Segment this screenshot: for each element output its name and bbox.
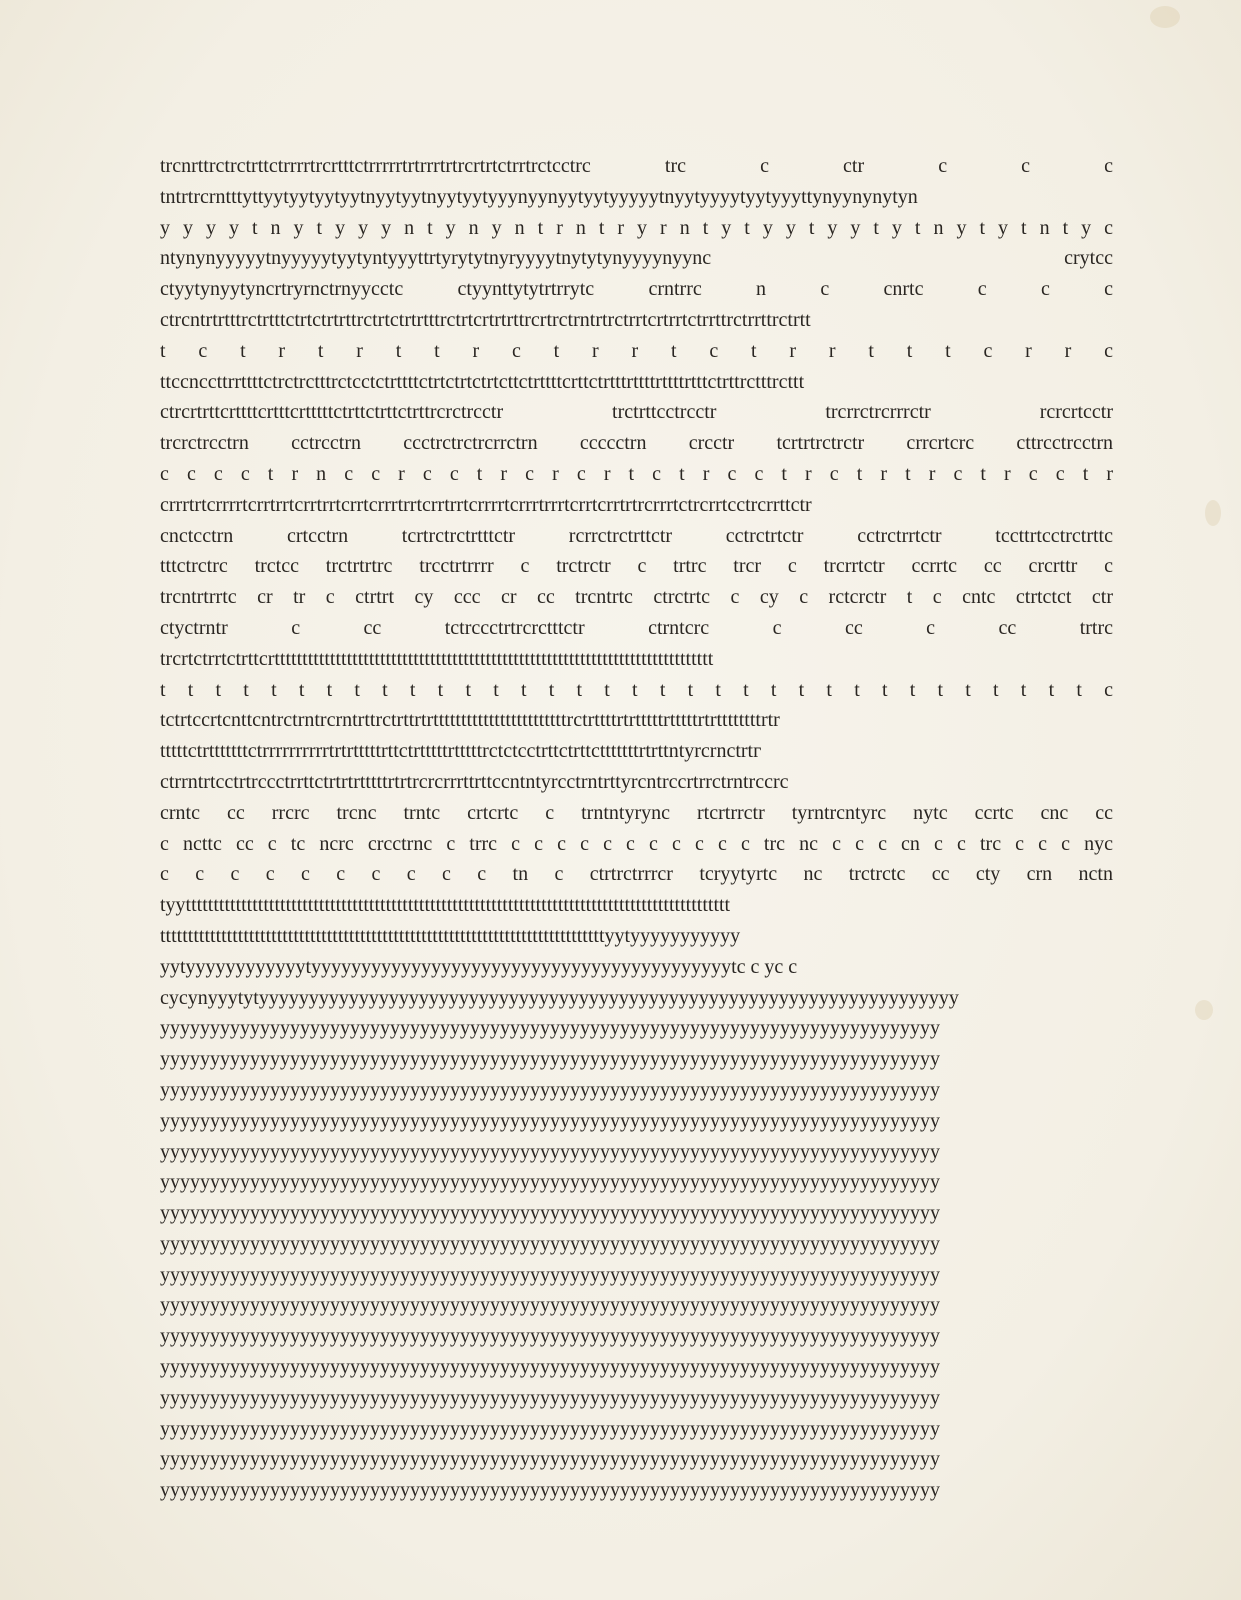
text-line: ntynynyyyyytnyyyyytyytyntyyyttrtyrytytnyryyyytnytytynyyyynyync crytcc bbox=[160, 247, 1113, 270]
text-line: yyyyyyyyyyyyyyyyyyyyyyyyyyyyyyyyyyyyyyyyyyyyyyyyyyyyyyyyyyyyyyyyyyyyyyyyyyyyyy bbox=[160, 1109, 940, 1132]
text-line: yyyyyyyyyyyyyyyyyyyyyyyyyyyyyyyyyyyyyyyyyyyyyyyyyyyyyyyyyyyyyyyyyyyyyyyyyyyyyy bbox=[160, 1263, 940, 1286]
text-line: tctrtccrtcnttcntrctrntrcrntrttrctrttrtrttttttttttttttttttttttttrctrttttrtrtttttrtttttrtrttttttttrtr bbox=[160, 709, 780, 732]
text-line: yyyyyyyyyyyyyyyyyyyyyyyyyyyyyyyyyyyyyyyyyyyyyyyyyyyyyyyyyyyyyyyyyyyyyyyyyyyyyy bbox=[160, 1356, 940, 1379]
text-line: ctrcntrtrtttrctrtttctrtctrtrttrctrtctrtrtttrctrtcrtrtrttrcrtrctrntrtrctrrtcrtrrtctrrttrctrrttrctrtt bbox=[160, 308, 811, 331]
text-line: ctrrntrtcctrtrccctrrttctrtrtrtttttrtrtrcrcrrrttrttccntntyrcctrntrttyrcntrccrtrrctrntrccrc bbox=[160, 770, 789, 793]
text-line: yyyyyyyyyyyyyyyyyyyyyyyyyyyyyyyyyyyyyyyyyyyyyyyyyyyyyyyyyyyyyyyyyyyyyyyyyyyyyy bbox=[160, 1048, 940, 1071]
text-line: ctyytynyytyncrtryrnctrnyycctc ctyynttytytrtrrytc crntrrc n c cnrtc c c c bbox=[160, 278, 1113, 301]
text-line: cycynyyytytyyyyyyyyyyyyyyyyyyyyyyyyyyyyyyyyyyyyyyyyyyyyyyyyyyyyyyyyyyyyyyyyyyyyyy bbox=[160, 986, 959, 1009]
text-line: yyyyyyyyyyyyyyyyyyyyyyyyyyyyyyyyyyyyyyyyyyyyyyyyyyyyyyyyyyyyyyyyyyyyyyyyyyyyyy bbox=[160, 1140, 940, 1163]
text-line: ttttttttttttttttttttttttttttttttttttttttttttttttttttttttttttttttttttttttttttttttyytyyyyyyyyyyy bbox=[160, 924, 741, 947]
text-line: trcnrttrctrctrttctrrrrtrcrtttctrrrrrtrtrrrtrtrcrtrtctrrtrctcctrc trc c ctr c c c bbox=[160, 155, 1113, 177]
text-line: c c c c t r n c c r c c t r c r c r t c t r c c t r c t r t r c t r c c t r bbox=[160, 462, 1113, 485]
paper-stain-right-edge bbox=[1205, 500, 1221, 526]
text-line: tttctrctrc trctcc trctrtrtrc trcctrtrrrr c trctrctr c trtrc trcr c trcrrtctr ccrrtc cc crcrttr c bbox=[160, 555, 1113, 578]
text-line: crrrtrtcrrrrtcrrtrrtcrrtrrtcrrtcrrrtrrtcrrtrrtcrrrrtcrrrtrrrtcrrtcrrtrtrcrrrtctrcrrtcctrcrrttctr bbox=[160, 493, 812, 516]
text-line: c ncttc cc c tc ncrc crcctrnc c trrc c c c c c c c c c c c trc nc c c c cn c c trc c c c nyc bbox=[160, 832, 1113, 855]
text-line: y y y y t n y t y y y n t y n y n t r n t r y r n t y t y y t y y t y t n y t y t n t y c bbox=[160, 216, 1113, 239]
text-line: tntrtrcrntttyttyytyytyytyytnyytyytnyytyytyyynyynyytyytyyyyytnyytyyyytyytyyyttynyynynytyn bbox=[160, 185, 918, 208]
text-line: yyyyyyyyyyyyyyyyyyyyyyyyyyyyyyyyyyyyyyyyyyyyyyyyyyyyyyyyyyyyyyyyyyyyyyyyyyyyyy bbox=[160, 1232, 940, 1255]
text-line: yyyyyyyyyyyyyyyyyyyyyyyyyyyyyyyyyyyyyyyyyyyyyyyyyyyyyyyyyyyyyyyyyyyyyyyyyyyyyy bbox=[160, 1325, 940, 1348]
text-line: yyyyyyyyyyyyyyyyyyyyyyyyyyyyyyyyyyyyyyyyyyyyyyyyyyyyyyyyyyyyyyyyyyyyyyyyyyyyyy bbox=[160, 1448, 940, 1471]
text-line: trcntrtrrtc cr tr c ctrtrt cy ccc cr cc trcntrtc ctrctrtc c cy c rctcrctr t c cntc ctrtctct ctr bbox=[160, 586, 1113, 609]
text-line: yyyyyyyyyyyyyyyyyyyyyyyyyyyyyyyyyyyyyyyyyyyyyyyyyyyyyyyyyyyyyyyyyyyyyyyyyyyyyy bbox=[160, 1017, 940, 1040]
text-line: ctyctrntr c cc tctrccctrtrcrctttctr ctrntcrc c cc c cc trtrc bbox=[160, 616, 1113, 639]
text-line: tyytttttttttttttttttttttttttttttttttttttttttttttttttttttttttttttttttttttttttttttttttttttttttttttttttt bbox=[160, 894, 731, 917]
text-line: c c c c c c c c c c tn c ctrtrctrrrcr tcryytyrtc nc trctrctc cc cty crn nctn bbox=[160, 863, 1113, 886]
text-line: crntc cc rrcrc trcnc trntc crtcrtc c trntntyrync rtcrtrrctr tyrntrcntyrc nytc ccrtc cnc cc bbox=[160, 801, 1113, 824]
text-line: ctrcrtrttcrttttcrtttcrtttttctrttctrttctrttrcrctrcctr trctrttcctrcctr trcrrctrcrrrctr rcrcrtcctr bbox=[160, 401, 1113, 424]
text-line: trcrctrcctrn cctrcctrn ccctrctrctrcrrctrn ccccctrn crcctr tcrtrtrctrctr crrcrtcrc cttrcctrcctrn bbox=[160, 432, 1113, 455]
paper-stain-top-right bbox=[1150, 6, 1180, 28]
text-line: yyyyyyyyyyyyyyyyyyyyyyyyyyyyyyyyyyyyyyyyyyyyyyyyyyyyyyyyyyyyyyyyyyyyyyyyyyyyyy bbox=[160, 1417, 940, 1440]
text-line: tttttctrtttttttctrrrrrrrrrrtrtrtttttrttctrtttttrtttttrctctcctrttctrttctttttttrtrttntyrcrnctrtг bbox=[160, 740, 762, 763]
text-line: ttccncсttrrttttctrctrctttrctcctctrttttctrtctrtctrtcttctrttttcrttctrtttrttttrttttrtttctrttrctttrcttt bbox=[160, 370, 805, 393]
text-line: cnctcctrn crtcctrn tcrtrctrctrtttctr rcrrctrctrttctr cctrctrtctr cctrctrrtctr tccttrtcctrctrttc bbox=[160, 524, 1113, 547]
typewriter-text-block bbox=[160, 151, 1113, 1506]
text-line: yyyyyyyyyyyyyyyyyyyyyyyyyyyyyyyyyyyyyyyyyyyyyyyyyyyyyyyyyyyyyyyyyyyyyyyyyyyyyy bbox=[160, 1294, 940, 1317]
text-line: yyyyyyyyyyyyyyyyyyyyyyyyyyyyyyyyyyyyyyyyyyyyyyyyyyyyyyyyyyyyyyyyyyyyyyyyyyyyyy bbox=[160, 1171, 940, 1194]
text-line: yyyyyyyyyyyyyyyyyyyyyyyyyyyyyyyyyyyyyyyyyyyyyyyyyyyyyyyyyyyyyyyyyyyyyyyyyyyyyy bbox=[160, 1078, 940, 1101]
text-line: yytyyyyyyyyyyyytyyyyyyyyyyyyyyyyyyyyyyyyyyyyyyyyyyyyyyyyyytc c yc c bbox=[160, 955, 798, 978]
text-line: yyyyyyyyyyyyyyyyyyyyyyyyyyyyyyyyyyyyyyyyyyyyyyyyyyyyyyyyyyyyyyyyyyyyyyyyyyyyyy bbox=[160, 1386, 940, 1409]
text-line: t c t r t r t t r c t r r t c t r r t t t c r r c bbox=[160, 339, 1113, 362]
text-line: t t t t t t t t t t t t t t t t t t t t t t t t t t t t t t t t t t c bbox=[160, 678, 1113, 701]
paper-stain-lower-right bbox=[1195, 1000, 1213, 1020]
text-line: yyyyyyyyyyyyyyyyyyyyyyyyyyyyyyyyyyyyyyyyyyyyyyyyyyyyyyyyyyyyyyyyyyyyyyyyyyyyyy bbox=[160, 1202, 940, 1225]
text-line: trcrtctrrtctrttcrttttttttttttttttttttttttttttttttttttttttttttttttttttttttttttttttttttttttttttttt bbox=[160, 647, 714, 670]
text-line: yyyyyyyyyyyyyyyyyyyyyyyyyyyyyyyyyyyyyyyyyyyyyyyyyyyyyyyyyyyyyyyyyyyyyyyyyyyyyy bbox=[160, 1479, 940, 1502]
